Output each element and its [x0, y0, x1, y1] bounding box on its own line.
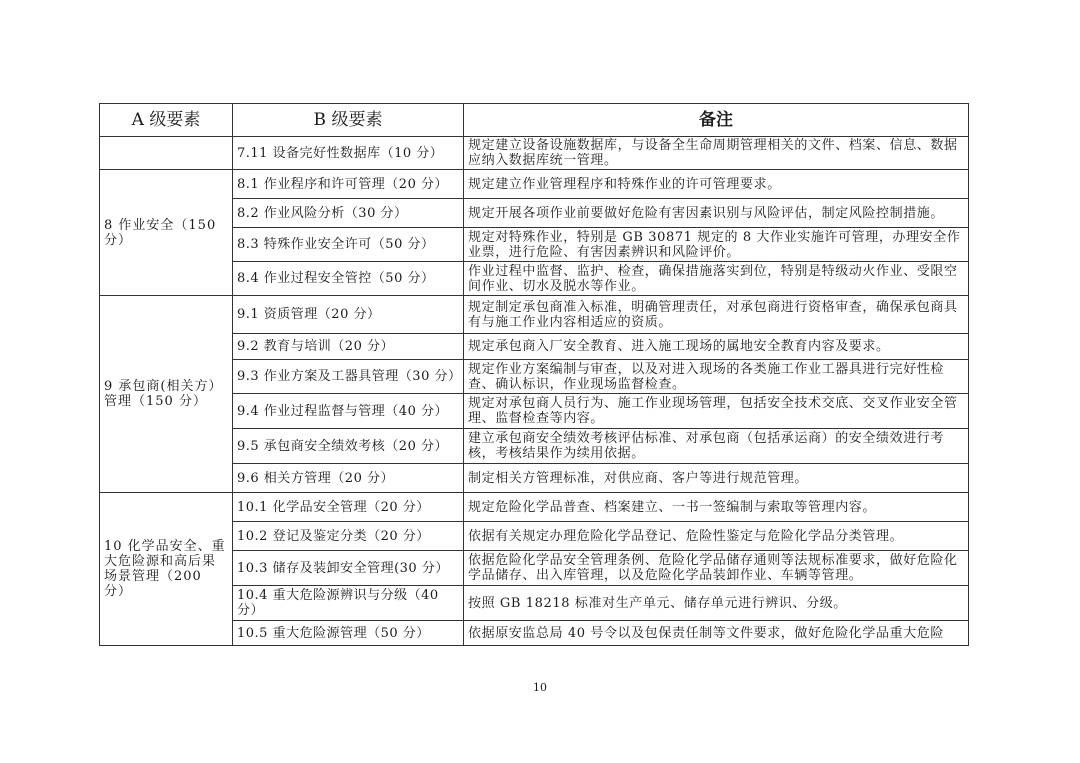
b-level-cell: 9.3 作业方案及工器具管理（30 分）	[233, 360, 464, 394]
b-level-cell: 9.1 资质管理（20 分）	[233, 296, 464, 334]
b-level-cell: 8.2 作业风险分析（30 分）	[233, 199, 464, 228]
a-level-cell: 10 化学品安全、重大危险源和高后果场景管理（200 分）	[100, 493, 233, 646]
note-cell: 按照 GB 18218 标准对生产单元、储存单元进行辨识、分级。	[464, 586, 969, 621]
a-level-cell: 8 作业安全（150 分）	[100, 170, 233, 296]
note-cell: 作业过程中监督、监护、检查，确保措施落实到位，特别是特级动火作业、受限空间作业、切水及脱水等作业。	[464, 262, 969, 296]
a-level-cell	[100, 137, 233, 170]
b-level-cell: 10.5 重大危险源管理（50 分）	[233, 621, 464, 646]
b-level-cell: 7.11 设备完好性数据库（10 分）	[233, 137, 464, 170]
note-cell: 制定相关方管理标准，对供应商、客户等进行规范管理。	[464, 464, 969, 493]
note-cell: 建立承包商安全绩效考核评估标准、对承包商（包括承运商）的安全绩效进行考核，考核结果作为续用依据。	[464, 429, 969, 464]
note-cell: 规定承包商入厂安全教育、进入施工现场的属地安全教育内容及要求。	[464, 334, 969, 360]
table-row	[100, 296, 969, 334]
page-number: 10	[533, 681, 547, 694]
b-level-cell: 9.5 承包商安全绩效考核（20 分）	[233, 429, 464, 464]
note-cell: 规定危险化学品普查、档案建立、一书一签编制与索取等管理内容。	[464, 493, 969, 522]
a-level-cell: 9 承包商(相关方）管理（150 分）	[100, 296, 233, 493]
note-cell: 依据危险化学品安全管理条例、危险化学品储存通则等法规标准要求，做好危险化学品储存、出入库管理，以及危险化学品装卸作业、车辆等管理。	[464, 551, 969, 586]
note-cell: 规定建立作业管理程序和特殊作业的许可管理要求。	[464, 170, 969, 199]
requirements-table	[99, 103, 969, 646]
b-level-cell: 10.3 储存及装卸安全管理(30 分）	[233, 551, 464, 586]
note-cell: 规定开展各项作业前要做好危险有害因素识别与风险评估，制定风险控制措施。	[464, 199, 969, 228]
note-cell: 依据原安监总局 40 号令以及包保责任制等文件要求，做好危险化学品重大危险	[464, 621, 969, 646]
header-b-level: B 级要素	[233, 104, 464, 137]
b-level-cell: 9.4 作业过程监督与管理（40 分）	[233, 394, 464, 429]
note-cell: 依据有关规定办理危险化学品登记、危险性鉴定与危险化学品分类管理。	[464, 522, 969, 551]
b-level-cell: 8.1 作业程序和许可管理（20 分）	[233, 170, 464, 199]
b-level-cell: 8.3 特殊作业安全许可（50 分）	[233, 228, 464, 262]
header-a-level: A 级要素	[100, 104, 233, 137]
b-level-cell: 9.6 相关方管理（20 分）	[233, 464, 464, 493]
table-row	[100, 493, 969, 522]
note-cell: 规定作业方案编制与审查，以及对进入现场的各类施工作业工器具进行完好性检查、确认标识，作业现场监督检查。	[464, 360, 969, 394]
header-notes: 备注	[464, 104, 969, 137]
table-header-row	[100, 104, 969, 137]
note-cell: 规定建立设备设施数据库，与设备全生命周期管理相关的文件、档案、信息、数据应纳入数据库统一管理。	[464, 137, 969, 170]
b-level-cell: 9.2 教育与培训（20 分）	[233, 334, 464, 360]
table-row	[100, 137, 969, 170]
note-cell: 规定对特殊作业，特别是 GB 30871 规定的 8 大作业实施许可管理，办理安全作业票，进行危险、有害因素辨识和风险评价。	[464, 228, 969, 262]
b-level-cell: 10.4 重大危险源辨识与分级（40 分）	[233, 586, 464, 621]
b-level-cell: 10.2 登记及鉴定分类（20 分）	[233, 522, 464, 551]
b-level-cell: 10.1 化学品安全管理（20 分）	[233, 493, 464, 522]
table-row	[100, 170, 969, 199]
b-level-cell: 8.4 作业过程安全管控（50 分）	[233, 262, 464, 296]
note-cell: 规定对承包商人员行为、施工作业现场管理，包括安全技术交底、交叉作业安全管理、监督检查等内容。	[464, 394, 969, 429]
note-cell: 规定制定承包商准入标准，明确管理责任，对承包商进行资格审查，确保承包商具有与施工作业内容相适应的资质。	[464, 296, 969, 334]
